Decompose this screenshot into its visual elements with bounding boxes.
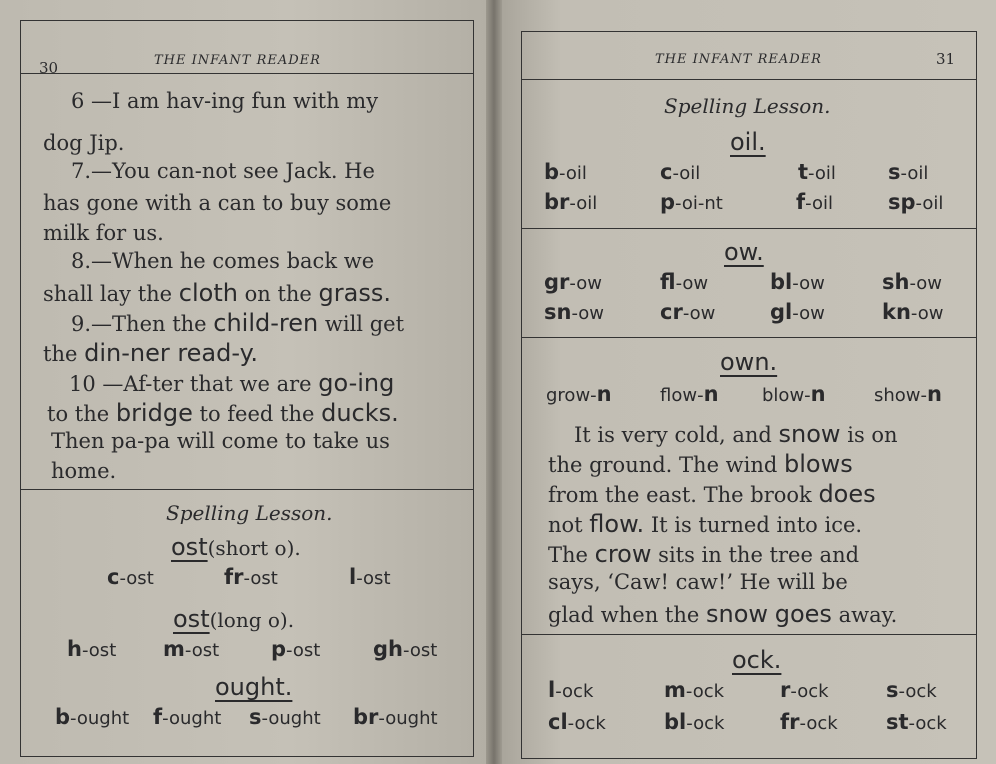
spelling-word: fr-ost xyxy=(224,565,278,589)
spelling-word: l-ost xyxy=(349,565,391,589)
spelling-key: oil. xyxy=(730,128,766,156)
spelling-word: cr-ow xyxy=(660,300,716,324)
section-title: Spelling Lesson. xyxy=(664,94,831,118)
spelling-word: p-ost xyxy=(271,637,321,661)
text-line: to the bridge to feed the ducks. xyxy=(47,399,399,427)
emphasized-word: snow xyxy=(706,600,769,628)
left-page-frame xyxy=(20,20,474,757)
page-number: 30 xyxy=(39,59,59,77)
page-number: 31 xyxy=(936,50,956,68)
text-line: 8.—When he comes back we xyxy=(71,249,375,273)
emphasized-word: grass. xyxy=(318,279,391,307)
text-line: 7.—You can-not see Jack. He xyxy=(71,159,375,183)
book-gutter xyxy=(486,0,502,764)
emphasized-word: flow. xyxy=(589,510,645,538)
spelling-word: gh-ost xyxy=(373,637,438,661)
spelling-key: ost(short o). xyxy=(171,533,301,561)
section-divider xyxy=(522,634,976,635)
spelling-word: show-n xyxy=(874,382,942,406)
text-line: home. xyxy=(51,459,117,483)
spelling-word: gr-ow xyxy=(544,270,602,294)
section-divider xyxy=(522,228,976,229)
spelling-word: fr-ock xyxy=(780,710,838,734)
spelling-word: sp-oil xyxy=(888,190,944,214)
right-page xyxy=(502,0,996,764)
emphasized-word: blows xyxy=(784,450,853,478)
text-line: milk for us. xyxy=(43,221,164,245)
spelling-word: br-ought xyxy=(353,705,438,729)
spelling-word: c-ost xyxy=(107,565,154,589)
text-line: 10 —Af-ter that we are go-ing xyxy=(69,369,395,397)
text-line: 9.—Then the child-ren will get xyxy=(71,309,405,337)
spelling-word: p-oi-nt xyxy=(660,190,723,214)
spelling-word: flow-n xyxy=(660,382,719,406)
spelling-word: h-ost xyxy=(67,637,117,661)
left-page xyxy=(0,0,486,764)
section-divider xyxy=(21,489,473,490)
emphasized-word: does xyxy=(818,480,876,508)
text-line: The crow sits in the tree and xyxy=(548,540,860,568)
spelling-word: f-oil xyxy=(796,190,833,214)
spelling-word: f-ought xyxy=(153,705,222,729)
spelling-key: ost(long o). xyxy=(173,605,295,633)
spelling-word: l-ock xyxy=(548,678,594,702)
spelling-word: blow-n xyxy=(762,382,826,406)
text-line: has gone with a can to buy some xyxy=(43,191,392,215)
emphasized-word: bridge xyxy=(115,399,193,427)
spelling-word: cl-ock xyxy=(548,710,606,734)
spelling-word: t-oil xyxy=(798,160,836,184)
spelling-key: own. xyxy=(720,348,778,376)
spelling-word: m-ock xyxy=(664,678,725,702)
text-line: Then pa-pa will come to take us xyxy=(51,429,390,453)
emphasized-word: cloth xyxy=(178,279,238,307)
emphasized-word: snow xyxy=(778,420,841,448)
spelling-word: b-ought xyxy=(55,705,130,729)
running-head: THE INFANT READER xyxy=(154,53,321,68)
right-page-header xyxy=(522,32,976,80)
spelling-word: st-ock xyxy=(886,710,947,734)
text-line: glad when the snow goes away. xyxy=(548,600,898,628)
emphasized-word: crow xyxy=(594,540,652,568)
spelling-word: grow-n xyxy=(546,382,612,406)
spelling-word: m-ost xyxy=(163,637,220,661)
emphasized-word: din-ner read-y. xyxy=(84,339,259,367)
emphasized-word: go-ing xyxy=(318,369,395,397)
right-page-frame xyxy=(521,31,977,759)
text-line: dog Jip. xyxy=(43,131,125,155)
spelling-word: s-oil xyxy=(888,160,929,184)
spelling-word: sh-ow xyxy=(882,270,943,294)
text-line: the ground. The wind blows xyxy=(548,450,853,478)
spelling-word: s-ought xyxy=(249,705,321,729)
spelling-word: bl-ow xyxy=(770,270,825,294)
spelling-key: ock. xyxy=(732,646,782,674)
section-divider xyxy=(522,337,976,338)
spelling-word: b-oil xyxy=(544,160,587,184)
spelling-word: gl-ow xyxy=(770,300,825,324)
left-page-header xyxy=(21,21,473,77)
section-title: Spelling Lesson. xyxy=(166,501,333,525)
text-line: shall lay the cloth on the grass. xyxy=(43,279,391,307)
spelling-key: ought. xyxy=(215,673,293,701)
text-line: 6 —I am hav-ing fun with my xyxy=(71,89,379,113)
emphasized-word: ducks. xyxy=(321,399,399,427)
text-line: It is very cold, and snow is on xyxy=(574,420,898,448)
spelling-word: r-ock xyxy=(780,678,829,702)
text-line: the din-ner read-y. xyxy=(43,339,259,367)
text-line: from the east. The brook does xyxy=(548,480,876,508)
spelling-word: bl-ock xyxy=(664,710,725,734)
spelling-word: s-ock xyxy=(886,678,937,702)
emphasized-word: goes xyxy=(774,600,832,628)
spelling-word: c-oil xyxy=(660,160,701,184)
running-head: THE INFANT READER xyxy=(655,52,822,67)
text-line: says, ‘Caw! caw!’ He will be xyxy=(548,570,848,594)
text-line: not flow. It is turned into ice. xyxy=(548,510,863,538)
spelling-key: ow. xyxy=(724,238,764,266)
spelling-word: sn-ow xyxy=(544,300,605,324)
spelling-word: fl-ow xyxy=(660,270,709,294)
spelling-word: kn-ow xyxy=(882,300,944,324)
emphasized-word: child-ren xyxy=(213,309,319,337)
spelling-word: br-oil xyxy=(544,190,598,214)
